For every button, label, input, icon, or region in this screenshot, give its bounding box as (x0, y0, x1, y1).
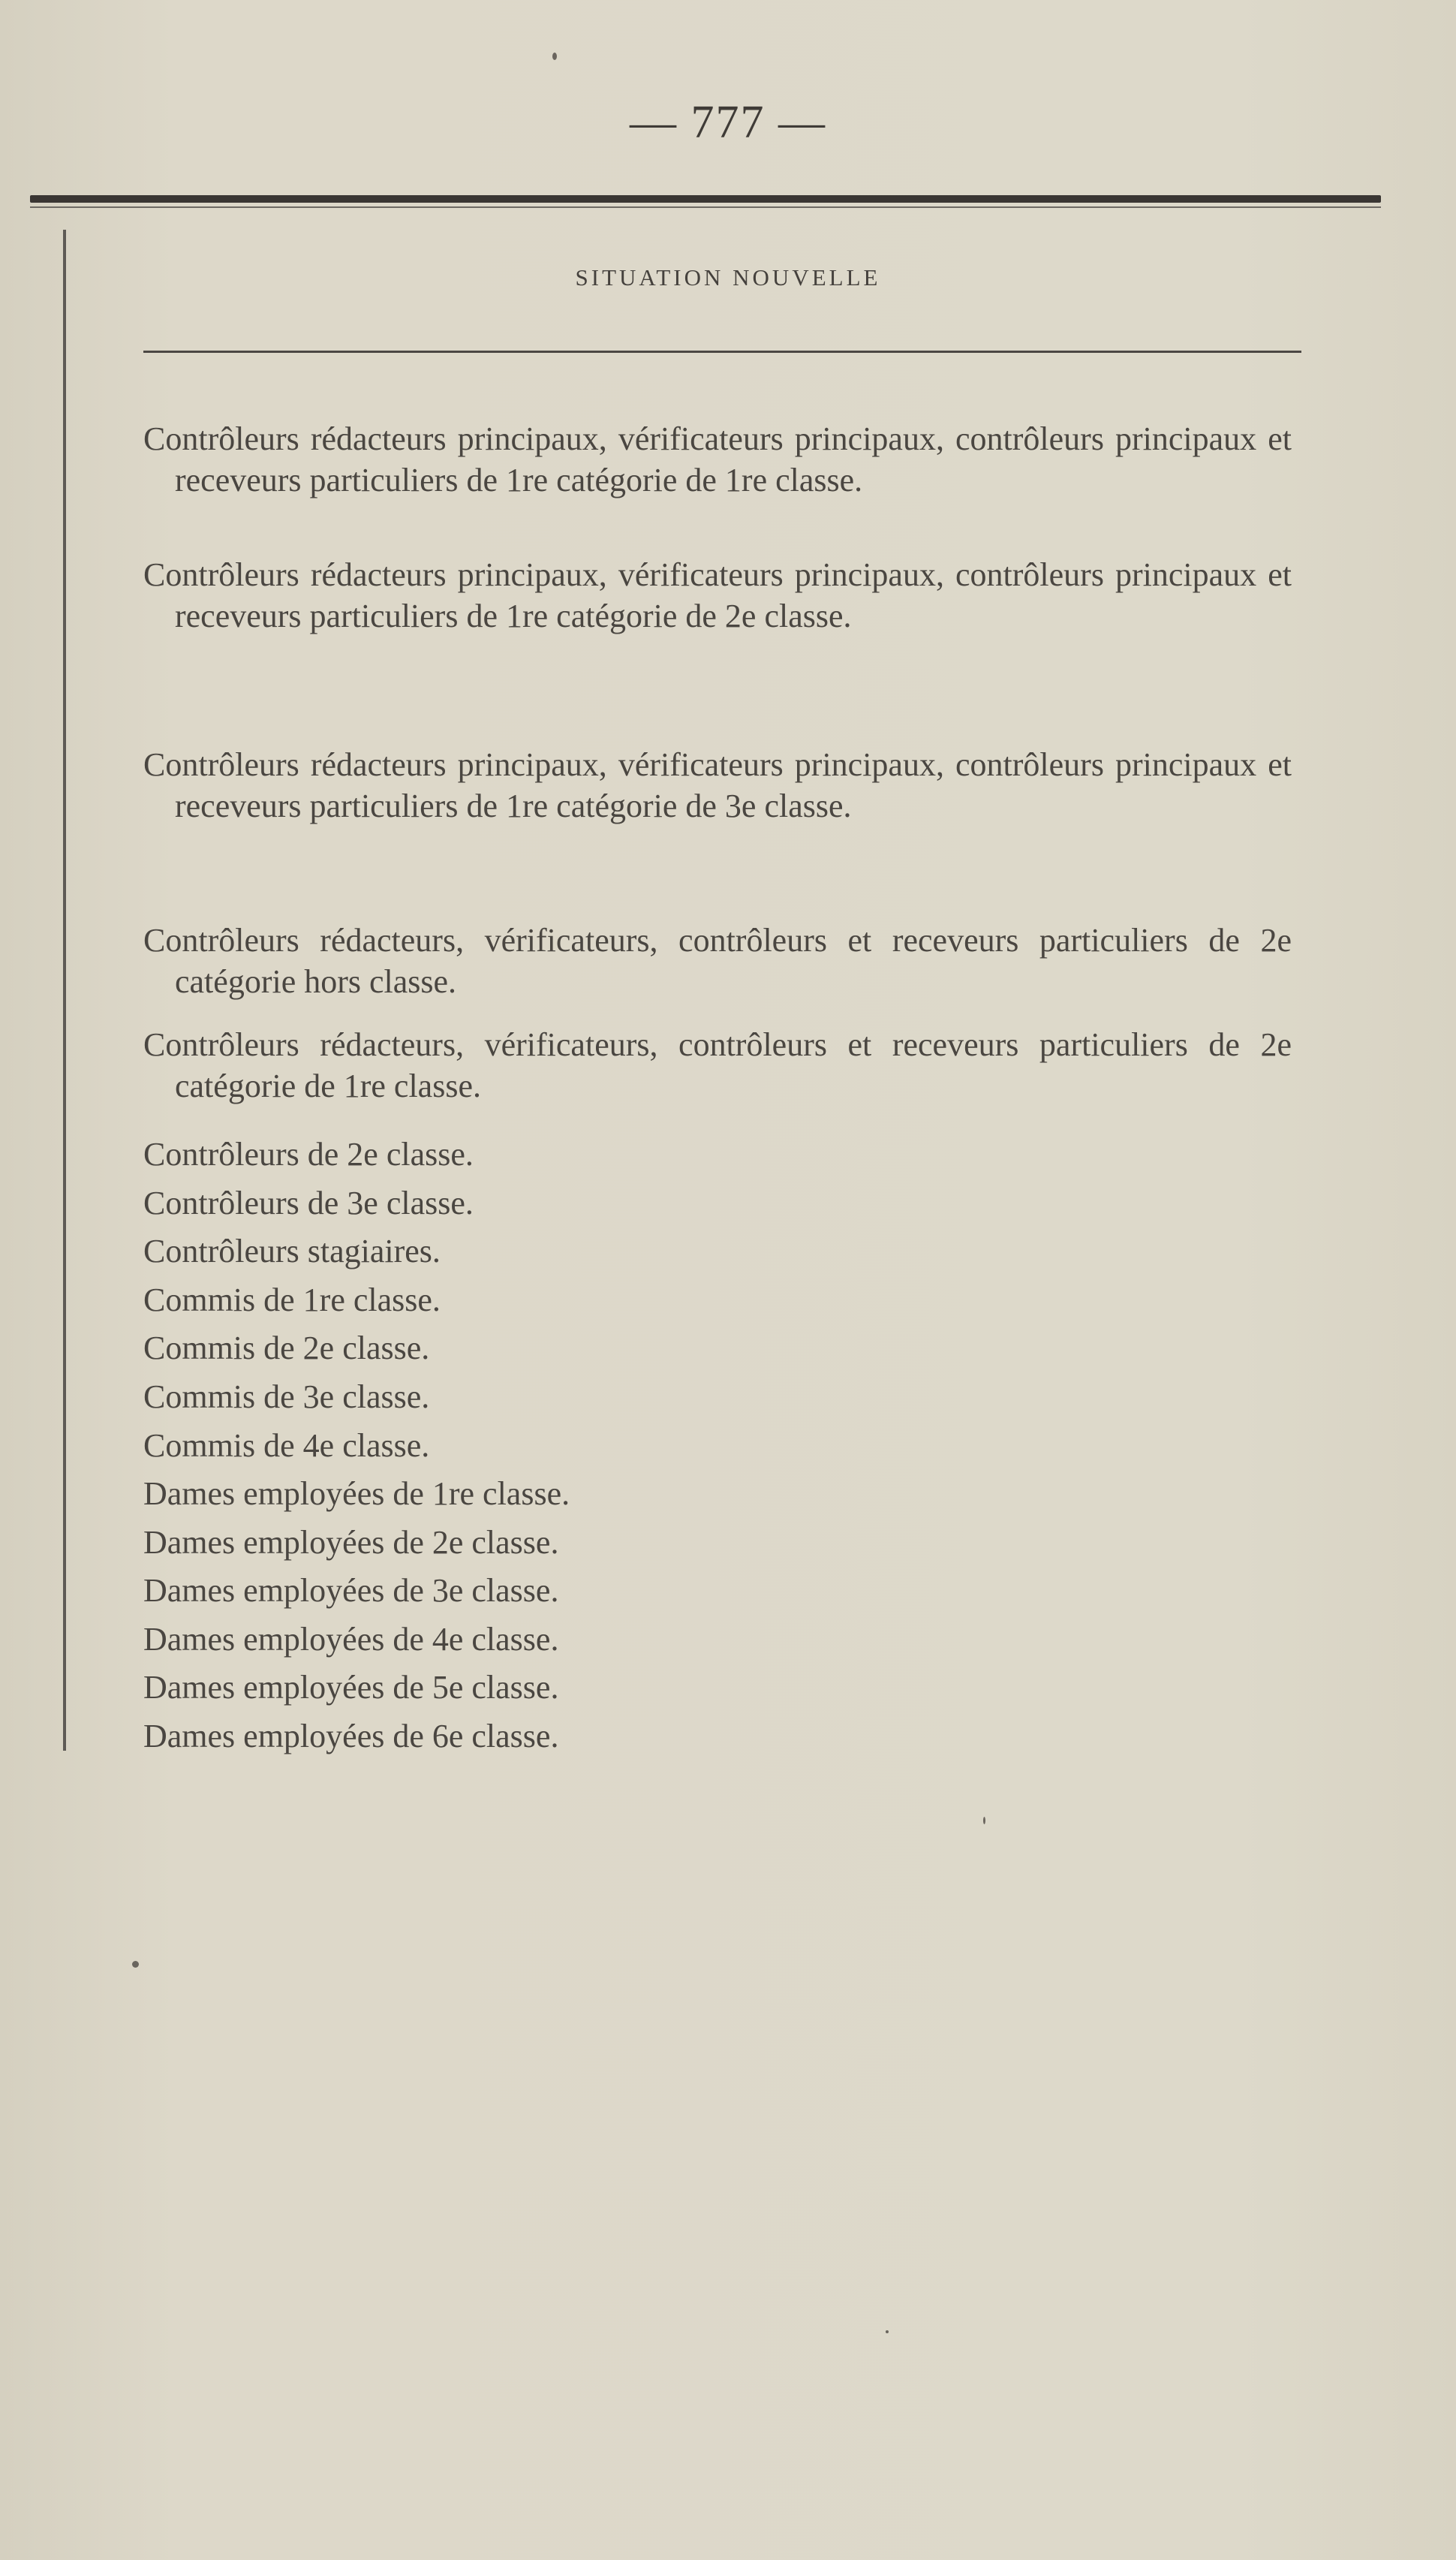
list-item-10: Dames employées de 3e classe. (143, 1572, 559, 1609)
entry-2: Contrôleurs rédacteurs principaux, vérificateurs principaux, contrôleurs principaux et receveurs particuliers de 1re catégorie de 2e classe. (143, 556, 1292, 634)
list-item-9: Dames employées de 2e classe. (143, 1524, 559, 1561)
left-column-border (63, 230, 66, 1751)
list-item-1: Contrôleurs de 2e classe. (143, 1136, 474, 1173)
list-item-12: Dames employées de 5e classe. (143, 1669, 559, 1706)
entry-4: Contrôleurs rédacteurs, vérificateurs, contrôleurs et receveurs particuliers de 2e catégorie hors classe. (143, 922, 1292, 1000)
entry-3: Contrôleurs rédacteurs principaux, vérificateurs principaux, contrôleurs principaux et receveurs particuliers de 1re catégorie de 3e classe. (143, 746, 1292, 824)
list-item-6: Commis de 3e classe. (143, 1378, 430, 1415)
list-item-13: Dames employées de 6e classe. (143, 1718, 559, 1754)
list-item-4: Commis de 1re classe. (143, 1282, 441, 1318)
title-rule (143, 351, 1301, 353)
section-title: SITUATION NOUVELLE (575, 264, 881, 291)
list-item-2: Contrôleurs de 3e classe. (143, 1185, 474, 1221)
list-item-3: Contrôleurs stagiaires. (143, 1233, 441, 1269)
list-item-11: Dames employées de 4e classe. (143, 1621, 559, 1658)
paper-speck (886, 2330, 889, 2333)
page-number: — 777 — (630, 97, 826, 148)
paper-speck (552, 53, 557, 60)
entry-1: Contrôleurs rédacteurs principaux, vérificateurs principaux, contrôleurs principaux et receveurs particuliers de 1re catégorie de 1re classe. (143, 420, 1292, 498)
list-item-7: Commis de 4e classe. (143, 1427, 430, 1464)
top-rule-thin (30, 206, 1381, 208)
top-rule (30, 195, 1381, 203)
list-item-8: Dames employées de 1re classe. (143, 1475, 570, 1512)
paper-speck (132, 1961, 139, 1968)
list-item-5: Commis de 2e classe. (143, 1330, 430, 1366)
paper-speck (983, 1817, 985, 1824)
entry-5: Contrôleurs rédacteurs, vérificateurs, contrôleurs et receveurs particuliers de 2e catégorie de 1re classe. (143, 1026, 1292, 1104)
